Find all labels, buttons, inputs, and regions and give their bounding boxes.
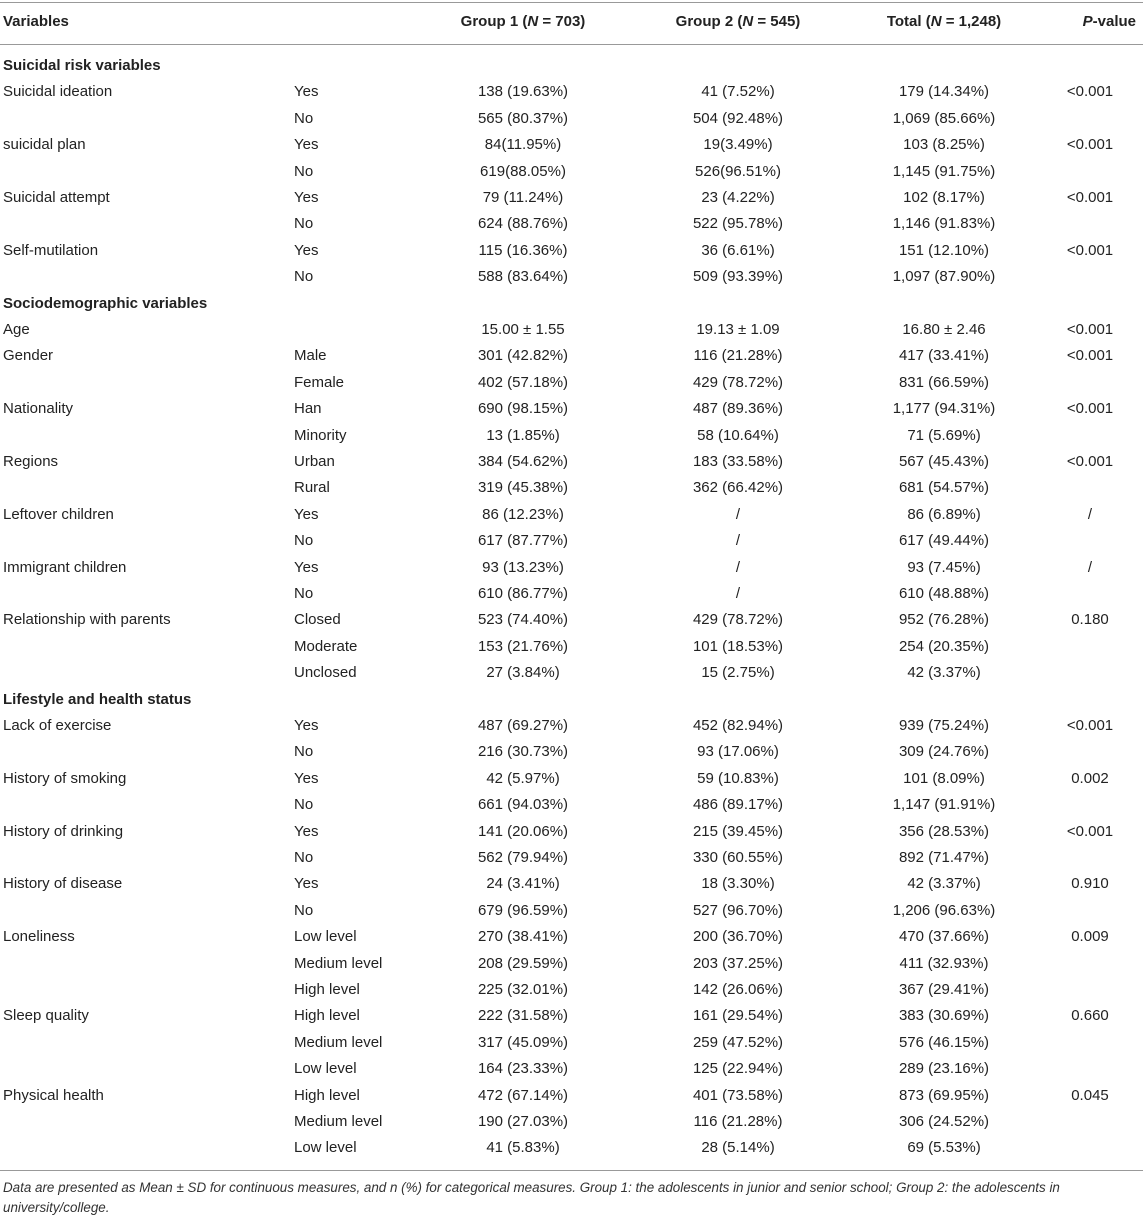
header-group1 xyxy=(405,9,641,35)
group1-cell: 190 (27.03%) xyxy=(477,1113,569,1130)
total-cell: 873 (69.95%) xyxy=(898,1086,990,1104)
category-cell: Low level xyxy=(294,1139,357,1157)
group2-cell: 504 (92.48%) xyxy=(692,109,784,127)
category-cell: No xyxy=(294,743,314,761)
category-cell: Yes xyxy=(294,822,319,840)
header-variables: Variables xyxy=(3,13,69,30)
category-cell: No xyxy=(294,585,314,602)
header-group1-pre: Group 1 ( xyxy=(460,13,528,30)
group2-cell: 526(96.51%) xyxy=(695,162,781,180)
group1-cell: 617 (87.77%) xyxy=(477,532,569,550)
variable-cell: History of drinking xyxy=(3,822,124,840)
header-p-italic: P xyxy=(1082,13,1093,30)
table-row xyxy=(0,977,1143,1003)
variable-cell: History of smoking xyxy=(3,769,127,787)
category-cell: Moderate xyxy=(294,637,358,655)
total-cell: 1,206 (96.63%) xyxy=(892,901,996,919)
group2-cell: 487 (89.36%) xyxy=(692,400,784,418)
category-cell: Yes xyxy=(294,875,319,893)
p-value-cell: 0.910 xyxy=(1071,875,1109,893)
group1-cell: 84(11.95%) xyxy=(484,136,562,154)
category-cell: Urban xyxy=(294,453,335,470)
category-cell: No xyxy=(294,215,314,233)
category-cell: High level xyxy=(294,1007,360,1025)
group2-cell: / xyxy=(735,585,741,602)
total-cell: 417 (33.41%) xyxy=(898,347,990,365)
table-header-rule xyxy=(0,44,1143,45)
group2-cell: 116 (21.28%) xyxy=(693,347,783,365)
table-row xyxy=(0,792,1143,818)
group1-cell: 86 (12.23%) xyxy=(482,505,564,523)
category-cell: Minority xyxy=(294,426,347,444)
group2-cell: 259 (47.52%) xyxy=(692,1033,784,1051)
section-heading: Suicidal risk variables xyxy=(3,57,161,74)
header-group2-pre: Group 2 ( xyxy=(675,13,743,30)
group1-cell: 402 (57.18%) xyxy=(477,373,569,391)
group2-cell: 93 (17.06%) xyxy=(697,743,779,761)
total-cell: 610 (48.88%) xyxy=(898,585,990,602)
p-value-cell: 0.045 xyxy=(1071,1086,1109,1104)
header-total xyxy=(826,9,1062,35)
header-total-post: = 1,248) xyxy=(941,13,1002,30)
header-group1-n: N xyxy=(527,13,539,30)
group2-cell: 522 (95.78%) xyxy=(692,215,784,233)
variable-cell: Sleep quality xyxy=(3,1007,89,1025)
group1-cell: 384 (54.62%) xyxy=(477,453,569,470)
category-cell: Yes xyxy=(294,769,319,787)
category-cell: No xyxy=(294,268,314,286)
group2-cell: / xyxy=(735,558,741,576)
variable-cell: Physical health xyxy=(3,1086,104,1104)
category-cell: No xyxy=(294,109,314,127)
group1-cell: 565 (80.37%) xyxy=(477,109,569,127)
category-cell: Yes xyxy=(294,241,319,259)
table-row xyxy=(0,343,1143,369)
category-cell: Low level xyxy=(294,928,357,946)
group1-cell: 562 (79.94%) xyxy=(477,849,569,866)
header-p-value xyxy=(1040,9,1136,35)
table-row xyxy=(0,132,1143,158)
table-row xyxy=(0,159,1143,185)
group1-cell: 624 (88.76%) xyxy=(477,215,569,233)
p-value-cell: 0.180 xyxy=(1071,611,1109,629)
total-cell: 42 (3.37%) xyxy=(907,664,981,682)
total-cell: 254 (20.35%) xyxy=(898,637,990,655)
group1-cell: 79 (11.24%) xyxy=(482,189,564,206)
table-row xyxy=(0,264,1143,290)
group2-cell: 23 (4.22%) xyxy=(701,189,775,206)
p-value-cell: <0.001 xyxy=(1066,189,1114,206)
group2-cell: 183 (33.58%) xyxy=(692,453,784,470)
category-cell: Female xyxy=(294,373,345,391)
total-cell: 103 (8.25%) xyxy=(903,136,985,154)
group2-cell: 142 (26.06%) xyxy=(692,981,784,998)
group1-cell: 523 (74.40%) xyxy=(477,611,569,629)
table-row xyxy=(0,581,1143,607)
table-row xyxy=(0,951,1143,977)
category-cell: No xyxy=(294,901,314,919)
group1-cell: 690 (98.15%) xyxy=(477,400,569,418)
group2-cell: 58 (10.64%) xyxy=(697,426,779,444)
table-row xyxy=(0,713,1143,739)
total-cell: 383 (30.69%) xyxy=(898,1007,990,1025)
group1-cell: 610 (86.77%) xyxy=(477,585,569,602)
total-cell: 1,177 (94.31%) xyxy=(892,400,996,418)
group1-cell: 472 (67.14%) xyxy=(477,1086,569,1104)
total-cell: 617 (49.44%) xyxy=(898,532,990,550)
group2-cell: 509 (93.39%) xyxy=(692,268,784,286)
total-cell: 1,069 (85.66%) xyxy=(892,109,996,127)
table-row xyxy=(0,502,1143,528)
variable-cell: Nationality xyxy=(3,400,74,418)
group1-cell: 222 (31.58%) xyxy=(477,1007,569,1025)
table-row xyxy=(0,898,1143,924)
p-value-cell: <0.001 xyxy=(1066,241,1114,259)
group2-cell: 429 (78.72%) xyxy=(692,373,784,391)
table-row xyxy=(0,607,1143,633)
group2-cell: 200 (36.70%) xyxy=(692,928,784,946)
category-cell: Yes xyxy=(294,505,319,523)
category-cell: Unclosed xyxy=(294,664,357,682)
group1-cell: 270 (38.41%) xyxy=(477,928,569,946)
section-heading-row xyxy=(0,291,1143,317)
group1-cell: 13 (1.85%) xyxy=(486,426,560,444)
p-value-cell: 0.009 xyxy=(1071,928,1109,946)
table-row xyxy=(0,475,1143,501)
group1-cell: 141 (20.06%) xyxy=(477,822,569,840)
total-cell: 831 (66.59%) xyxy=(898,373,990,391)
variable-cell: History of disease xyxy=(3,875,123,893)
variable-cell: Regions xyxy=(3,453,59,470)
category-cell: Medium level xyxy=(294,1113,383,1130)
group1-cell: 225 (32.01%) xyxy=(477,981,569,998)
category-cell: Yes xyxy=(294,717,319,734)
total-cell: 470 (37.66%) xyxy=(898,928,990,946)
p-value-cell: <0.001 xyxy=(1066,822,1114,840)
table-row xyxy=(0,106,1143,132)
group2-cell: 330 (60.55%) xyxy=(692,849,784,866)
p-value-cell: <0.001 xyxy=(1066,347,1114,365)
total-cell: 306 (24.52%) xyxy=(898,1113,990,1130)
p-value-cell: <0.001 xyxy=(1066,321,1114,338)
group1-cell: 301 (42.82%) xyxy=(477,347,569,365)
table-row xyxy=(0,819,1143,845)
total-cell: 952 (76.28%) xyxy=(898,611,990,629)
group1-cell: 679 (96.59%) xyxy=(477,901,569,919)
group1-cell: 42 (5.97%) xyxy=(486,769,560,787)
group1-cell: 588 (83.64%) xyxy=(477,268,569,286)
table-row xyxy=(0,1135,1143,1161)
table-row xyxy=(0,396,1143,422)
total-cell: 101 (8.09%) xyxy=(903,769,985,787)
group2-cell: 125 (22.94%) xyxy=(692,1060,784,1078)
group2-cell: / xyxy=(735,505,741,523)
group2-cell: 401 (73.58%) xyxy=(692,1086,784,1104)
table-row xyxy=(0,739,1143,765)
group2-cell: 15 (2.75%) xyxy=(701,664,775,682)
p-value-cell: / xyxy=(1087,558,1093,576)
group2-cell: 101 (18.53%) xyxy=(692,637,784,655)
table-row xyxy=(0,924,1143,950)
header-group2 xyxy=(620,9,856,35)
table-row xyxy=(0,555,1143,581)
total-cell: 179 (14.34%) xyxy=(898,83,990,101)
variable-cell: Relationship with parents xyxy=(3,611,171,629)
p-value-cell: <0.001 xyxy=(1066,717,1114,734)
table-row xyxy=(0,79,1143,105)
section-heading: Sociodemographic variables xyxy=(3,294,208,312)
group2-cell: 452 (82.94%) xyxy=(692,717,784,734)
category-cell: High level xyxy=(294,981,360,998)
p-value-cell: <0.001 xyxy=(1066,83,1114,101)
group1-cell: 319 (45.38%) xyxy=(477,479,569,497)
section-heading-row xyxy=(0,687,1143,713)
table-row xyxy=(0,317,1143,343)
variable-cell: Loneliness xyxy=(3,928,75,946)
table-row xyxy=(0,528,1143,554)
total-cell: 1,146 (91.83%) xyxy=(892,215,996,233)
total-cell: 567 (45.43%) xyxy=(898,453,990,470)
group2-cell: 527 (96.70%) xyxy=(692,901,784,919)
group2-cell: 486 (89.17%) xyxy=(692,796,784,814)
section-heading: Lifestyle and health status xyxy=(3,690,192,708)
category-cell: Medium level xyxy=(294,1033,383,1051)
category-cell: Male xyxy=(294,347,327,365)
group2-cell: 28 (5.14%) xyxy=(701,1139,775,1157)
header-group1-post: = 703) xyxy=(538,13,586,30)
total-cell: 939 (75.24%) xyxy=(898,717,990,734)
group2-cell: 429 (78.72%) xyxy=(692,611,784,629)
group1-cell: 661 (94.03%) xyxy=(477,796,569,814)
table-row xyxy=(0,634,1143,660)
total-cell: 16.80 ± 2.46 xyxy=(902,321,986,338)
table-row xyxy=(0,845,1143,871)
table-row xyxy=(0,1083,1143,1109)
total-cell: 1,097 (87.90%) xyxy=(892,268,996,286)
group1-cell: 216 (30.73%) xyxy=(477,743,569,761)
variable-cell: Immigrant children xyxy=(3,558,127,576)
category-cell: No xyxy=(294,162,314,180)
group1-cell: 115 (16.36%) xyxy=(478,241,568,259)
category-cell: Han xyxy=(294,400,322,418)
table-row xyxy=(0,370,1143,396)
total-cell: 102 (8.17%) xyxy=(903,189,985,206)
p-value-cell: <0.001 xyxy=(1066,136,1114,154)
p-value-cell: 0.660 xyxy=(1071,1007,1109,1025)
group2-cell: 203 (37.25%) xyxy=(692,954,784,972)
table-row xyxy=(0,423,1143,449)
group2-cell: 18 (3.30%) xyxy=(701,875,775,893)
table-row xyxy=(0,211,1143,237)
group1-cell: 487 (69.27%) xyxy=(477,717,569,734)
variable-cell: suicidal plan xyxy=(3,136,86,154)
group1-cell: 27 (3.84%) xyxy=(486,664,560,682)
group1-cell: 317 (45.09%) xyxy=(477,1033,569,1051)
category-cell: Yes xyxy=(294,558,319,576)
variable-cell: Lack of exercise xyxy=(3,717,112,734)
table-row xyxy=(0,1030,1143,1056)
p-value-cell: 0.002 xyxy=(1071,769,1109,787)
section-heading-row xyxy=(0,53,1143,79)
category-cell: Yes xyxy=(294,83,319,101)
header-p-rest: -value xyxy=(1092,13,1136,30)
group2-cell: 215 (39.45%) xyxy=(692,822,784,840)
group1-cell: 93 (13.23%) xyxy=(482,558,564,576)
variable-cell: Suicidal attempt xyxy=(3,189,110,206)
total-cell: 367 (29.41%) xyxy=(898,981,990,998)
table-row xyxy=(0,1109,1143,1135)
total-cell: 892 (71.47%) xyxy=(898,849,990,866)
group1-cell: 164 (23.33%) xyxy=(477,1060,569,1078)
table-row xyxy=(0,1056,1143,1082)
total-cell: 681 (54.57%) xyxy=(898,479,990,497)
group1-cell: 41 (5.83%) xyxy=(486,1139,560,1157)
group2-cell: 116 (21.28%) xyxy=(693,1113,783,1130)
group2-cell: 36 (6.61%) xyxy=(701,241,775,259)
total-cell: 93 (7.45%) xyxy=(907,558,981,576)
table-row xyxy=(0,185,1143,211)
group2-cell: 19(3.49%) xyxy=(703,136,773,154)
group2-cell: 19.13 ± 1.09 xyxy=(696,321,780,338)
total-cell: 42 (3.37%) xyxy=(907,875,981,893)
table-top-rule xyxy=(0,2,1143,3)
variable-cell: Suicidal ideation xyxy=(3,83,113,101)
category-cell: High level xyxy=(294,1086,360,1104)
group2-cell: 59 (10.83%) xyxy=(697,769,779,787)
total-cell: 1,145 (91.75%) xyxy=(892,162,996,180)
group2-cell: 161 (29.54%) xyxy=(692,1007,784,1025)
p-value-cell: <0.001 xyxy=(1066,400,1114,418)
p-value-cell: <0.001 xyxy=(1066,453,1114,470)
category-cell: Medium level xyxy=(294,954,383,972)
category-cell: No xyxy=(294,849,314,866)
table-row xyxy=(0,238,1143,264)
table-header-row xyxy=(0,9,1143,35)
total-cell: 289 (23.16%) xyxy=(898,1060,990,1078)
variable-cell: Gender xyxy=(3,347,54,365)
header-group2-post: = 545) xyxy=(753,13,801,30)
total-cell: 151 (12.10%) xyxy=(898,241,990,259)
category-cell: No xyxy=(294,796,314,814)
group1-cell: 15.00 ± 1.55 xyxy=(481,321,565,338)
category-cell: Rural xyxy=(294,479,330,497)
variable-cell: Age xyxy=(3,321,30,338)
group2-cell: 41 (7.52%) xyxy=(701,83,775,101)
total-cell: 69 (5.53%) xyxy=(907,1139,981,1157)
total-cell: 576 (46.15%) xyxy=(898,1033,990,1051)
category-cell: Closed xyxy=(294,611,341,629)
group1-cell: 138 (19.63%) xyxy=(477,83,569,101)
table-footnote: Data are presented as Mean ± SD for continuous measures, and n (%) for categorical measures. Group 1: the adolescents in junior and senior school; Group 2: the adolescents in university/college. xyxy=(3,1180,1060,1215)
total-cell: 86 (6.89%) xyxy=(907,505,981,523)
total-cell: 71 (5.69%) xyxy=(907,426,981,444)
total-cell: 309 (24.76%) xyxy=(898,743,990,761)
total-cell: 411 (32.93%) xyxy=(899,954,989,972)
total-cell: 1,147 (91.91%) xyxy=(892,796,996,814)
table-row xyxy=(0,449,1143,475)
group1-cell: 24 (3.41%) xyxy=(486,875,560,893)
header-total-pre: Total ( xyxy=(886,13,931,30)
variable-cell: Self-mutilation xyxy=(3,241,99,259)
table-row xyxy=(0,660,1143,686)
group1-cell: 619(88.05%) xyxy=(480,162,566,180)
variable-cell: Leftover children xyxy=(3,505,114,523)
table-row xyxy=(0,1003,1143,1029)
group1-cell: 153 (21.76%) xyxy=(477,637,569,655)
group2-cell: 362 (66.42%) xyxy=(692,479,784,497)
header-total-n: N xyxy=(930,13,942,30)
category-cell: Low level xyxy=(294,1060,357,1078)
table-bottom-rule xyxy=(0,1170,1143,1171)
total-cell: 356 (28.53%) xyxy=(898,822,990,840)
group2-cell: / xyxy=(735,532,741,550)
header-group2-n: N xyxy=(742,13,754,30)
group1-cell: 208 (29.59%) xyxy=(477,954,569,972)
table-row xyxy=(0,871,1143,897)
category-cell: No xyxy=(294,532,314,550)
category-cell: Yes xyxy=(294,189,319,206)
category-cell: Yes xyxy=(294,136,319,154)
p-value-cell: / xyxy=(1087,505,1093,523)
table-row xyxy=(0,766,1143,792)
